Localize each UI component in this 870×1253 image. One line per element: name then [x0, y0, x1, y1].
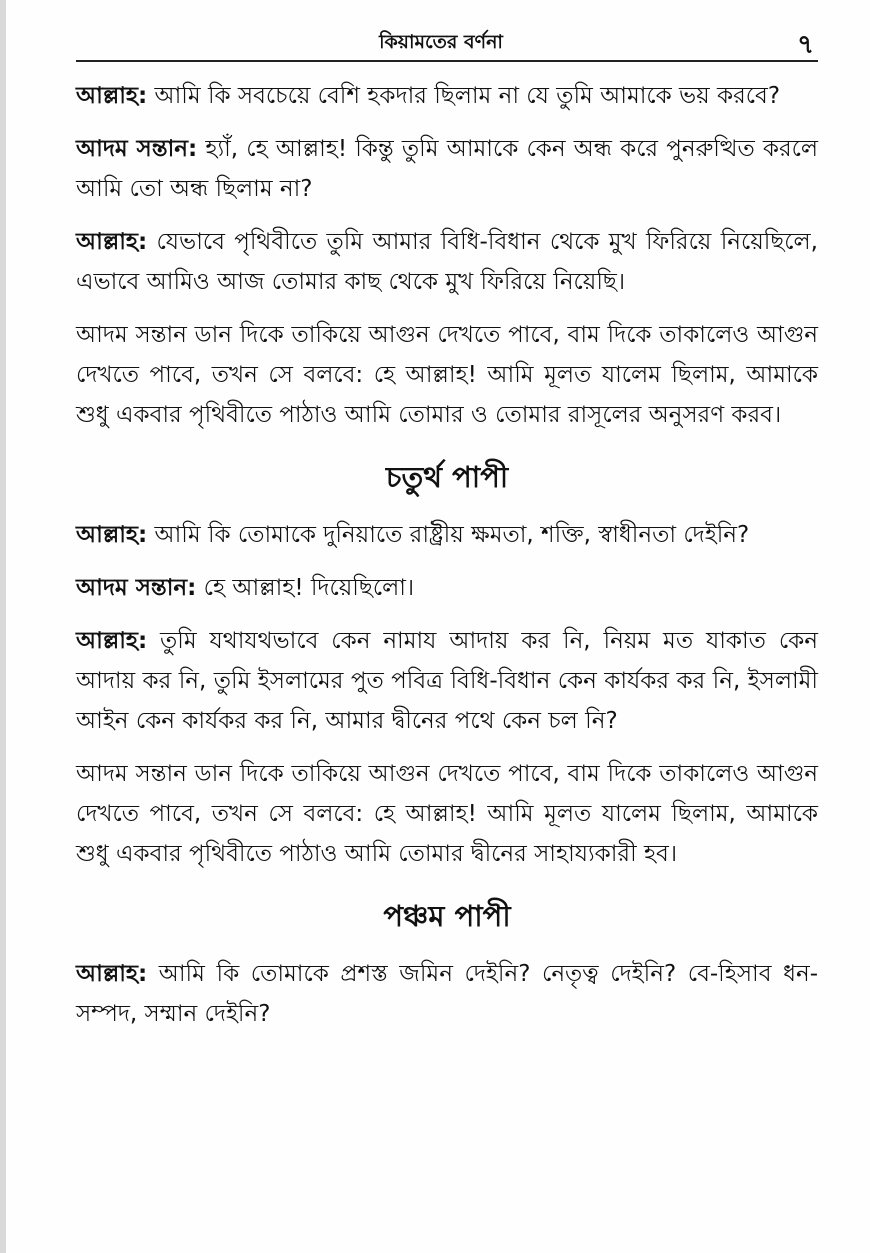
section-heading-fourth: চতুর্থ পাপী — [385, 460, 509, 494]
speaker-label: আল্লাহ: — [76, 522, 148, 548]
dialogue-paragraph — [76, 222, 818, 302]
section-heading-fifth: পঞ্চম পাপী — [383, 899, 511, 933]
speaker-label: আল্লাহ: — [76, 229, 148, 255]
dialogue-paragraph — [76, 621, 818, 741]
dialogue-text: আমি কি তোমাকে প্রশস্ত জমিন দেইনি? নেতৃত্ব দেইনি? বে-হিসাব ধন-সম্পদ, সম্মান দেইনি? — [76, 961, 818, 1027]
speaker-label: আল্লাহ: — [76, 628, 148, 654]
running-title: কিয়ামতের বর্ণনা — [379, 31, 503, 53]
speaker-label: আল্লাহ: — [76, 961, 148, 987]
narration-text: আদম সন্তান ডান দিকে তাকিয়ে আগুন দেখতে পাবে, বাম দিকে তাকালেও আগুন দেখতে পাবে, তখন সে বলবে: হে আল্লাহ! আমি মূলত যালেম ছিলাম, আমাকে শুধু একবার পৃথিবীতে পাঠাও আমি তোমার দ্বীনের সাহায্যকারী হব। — [76, 761, 818, 867]
dialogue-paragraph — [76, 129, 818, 209]
speaker-label: আল্লাহ: — [76, 83, 148, 109]
dialogue-paragraph — [76, 954, 818, 1034]
dialogue-text: হে আল্লাহ! দিয়েছিলো। — [196, 575, 415, 601]
dialogue-text: যেভাবে পৃথিবীতে তুমি আমার বিধি-বিধান থেকে মুখ ফিরিয়ে নিয়েছিলে, এভাবে আমিও আজ তোমার কাছ থেকে মুখ ফিরিয়ে নিয়েছি। — [76, 229, 818, 295]
page-content — [76, 76, 818, 1047]
page-header — [6, 22, 870, 62]
dialogue-text: হ্যাঁ, হে আল্লাহ! কিন্তু তুমি আমাকে কেন অন্ধ করে পুনরুত্থিত করলে আমি তো অন্ধ ছিলাম না? — [76, 136, 818, 202]
narration-paragraph — [76, 754, 818, 874]
dialogue-paragraph — [76, 568, 818, 608]
narration-paragraph — [76, 315, 818, 435]
narration-text: আদম সন্তান ডান দিকে তাকিয়ে আগুন দেখতে পাবে, বাম দিকে তাকালেও আগুন দেখতে পাবে, তখন সে বলবে: হে আল্লাহ! আমি মূলত যালেম ছিলাম, আমাকে শুধু একবার পৃথিবীতে পাঠাও আমি তোমার ও তোমার রাসূলের অনুসরণ করব। — [76, 322, 818, 428]
page-number: ৭ — [797, 30, 814, 60]
speaker-label: আদম সন্তান: — [76, 136, 198, 162]
dialogue-text: তুমি যথাযথভাবে কেন নামায আদায় কর নি, নিয়ম মত যাকাত কেন আদায় কর নি, তুমি ইসলামের পুত পবিত্র বিধি-বিধান কেন কার্যকর কর নি, ইসলামী আইন কেন কার্যকর কর নি, আমার দ্বীনের পথে কেন চল নি? — [76, 628, 818, 734]
dialogue-paragraph — [76, 515, 818, 555]
header-rule — [76, 60, 818, 62]
dialogue-paragraph — [76, 76, 818, 116]
speaker-label: আদম সন্তান: — [76, 575, 197, 601]
dialogue-text: আমি কি সবচেয়ে বেশি হকদার ছিলাম না যে তুমি আমাকে ভয় করবে? — [147, 83, 781, 109]
dialogue-text: আমি কি তোমাকে দুনিয়াতে রাষ্ট্রীয় ক্ষমতা, শক্তি, স্বাধীনতা দেইনি? — [147, 522, 750, 548]
